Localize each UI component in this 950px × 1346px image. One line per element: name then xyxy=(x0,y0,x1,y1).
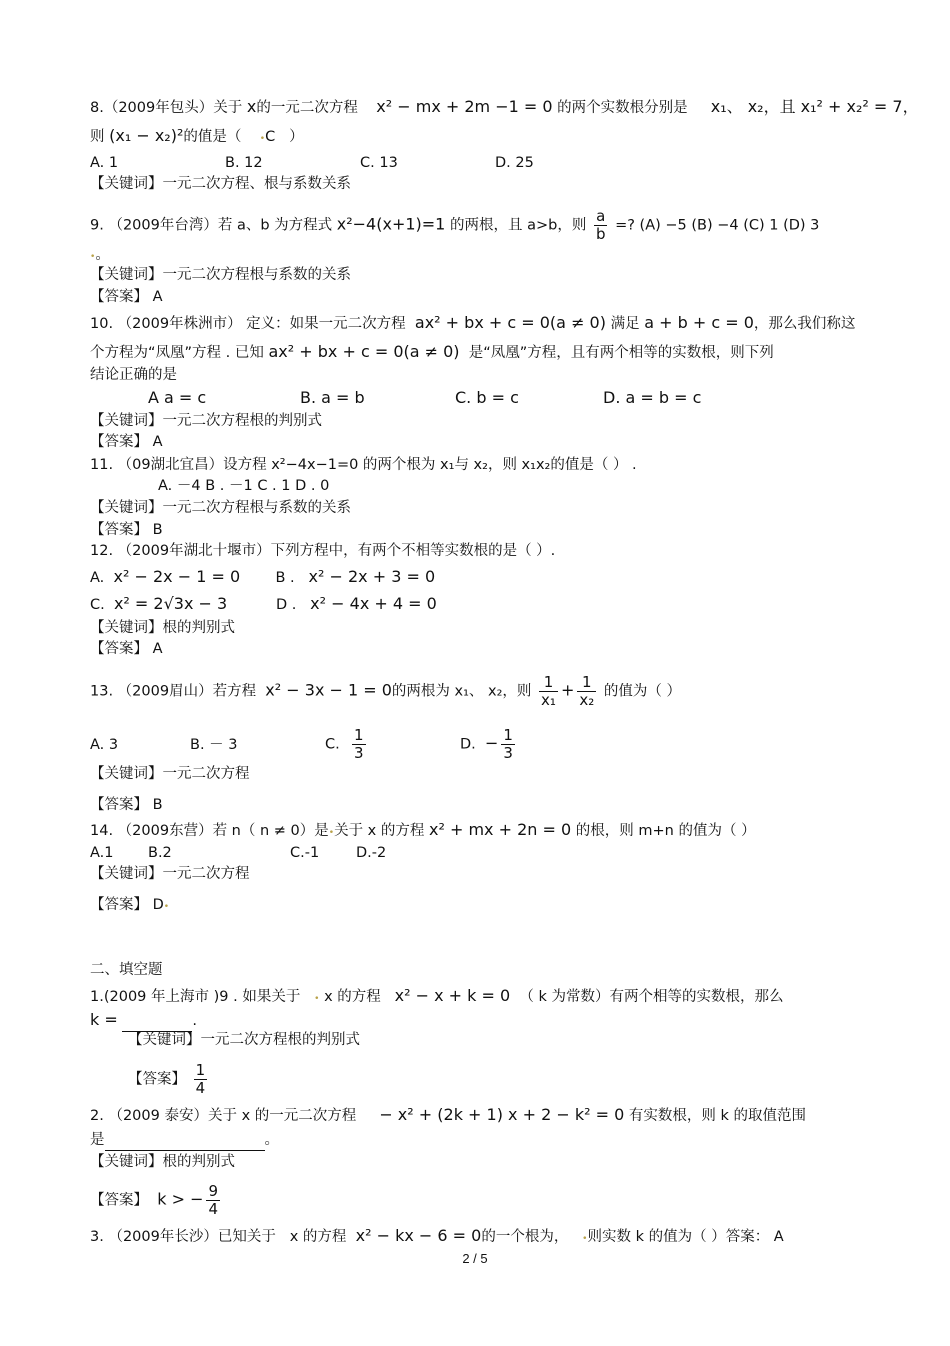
q13-options: A. 3 B. － 3 C. $\frac{1}{3}$ D. − $\frac{1}{3}$ xyxy=(90,726,513,762)
q10-options: A a = c B. a = b C. b = c D. a = b = c xyxy=(148,388,702,407)
q11-keywords: 【关键词】一元二次方程根与系数的关系 xyxy=(90,500,351,516)
f2-keywords: 【关键词】根的判别式 xyxy=(90,1154,235,1170)
q13-line1: 13. （2009眉山）若方程 x² − 3x − 1 = 0的两根为 x₁、 x₂，则 $\frac{1}{\text{x₁}}$ + $\frac{1}{\text{x₂}}$ 的值为（ ） xyxy=(90,673,681,709)
q12-keywords: 【关键词】根的判别式 xyxy=(90,620,235,636)
q10-line2: 个方程为“凤凰”方程 . 已知 ax² + bx + c = 0(a ≠ 0) 是“凤凰”方程，且有两个相等的实数根，则下列 xyxy=(90,342,774,361)
q10-line3: 结论正确的是 xyxy=(90,367,177,383)
q14-answer: 【答案】 D• xyxy=(90,897,170,913)
q13-optD-fraction: $\frac{1}{3}$ xyxy=(503,726,513,762)
f3-line1: 3. （2009年长沙）已知关于 x 的方程 x² − kx − 6 = 0的一个根为， •则实数 k 的值为（ ）答案： A xyxy=(90,1226,784,1245)
f2-answer: 【答案】 k > − $\frac{9}{4}$ xyxy=(90,1182,219,1218)
q9-keywords: 【关键词】一元二次方程根与系数的关系 xyxy=(90,267,351,283)
q11-answer: 【答案】 B xyxy=(90,522,163,538)
f2-answer-fraction: $\frac{9}{4}$ xyxy=(208,1182,219,1218)
q9-cont: •。 xyxy=(90,247,110,263)
q8-keywords: 【关键词】一元二次方程、根与系数关系 xyxy=(90,176,351,192)
q12-options-ab: A. x² − 2x − 1 = 0 B . x² − 2x + 3 = 0 xyxy=(90,567,436,586)
q10-answer: 【答案】 A xyxy=(90,434,163,450)
q9-line1: 9. （2009年台湾）若 a、b 为方程式 x²−4(x+1)=1 的两根，且 a>b，则 $\frac{a}{b}$ =? (A) −5 (B) −4 (C) 1 (D) 3 xyxy=(90,207,820,243)
q12-line1: 12. （2009年湖北十堰市）下列方程中，有两个不相等实数根的是（ ）. xyxy=(90,543,556,559)
q12-options-cd: C. x² = 2√3x − 3 D . x² − 4x + 4 = 0 xyxy=(90,594,437,613)
q11-options: A. －4 B . －1 C . 1 D . 0 xyxy=(158,478,330,494)
f1-line2: k = . xyxy=(90,1010,197,1032)
f2-line2: 是 。 xyxy=(90,1130,279,1151)
f1-answer: 【答案】 $\frac{1}{4}$ xyxy=(128,1061,206,1097)
q8-options: A. 1 B. 12 C. 13 D. 25 xyxy=(90,155,534,171)
q10-keywords: 【关键词】一元二次方程根的判别式 xyxy=(90,413,322,429)
f1-answer-blank[interactable] xyxy=(122,1011,192,1032)
f2-answer-blank[interactable] xyxy=(105,1130,265,1151)
q9-fraction: $\frac{a}{b}$ xyxy=(595,207,606,243)
q14-keywords: 【关键词】一元二次方程 xyxy=(90,866,250,882)
q13-answer: 【答案】 B xyxy=(90,797,163,813)
q8-line2: 则 (x₁ − x₂)²的值是（ •C ） xyxy=(90,126,304,145)
q13-keywords: 【关键词】一元二次方程 xyxy=(90,766,250,782)
page-number: 2 / 5 xyxy=(462,1251,488,1266)
f2-line1: 2. （2009 泰安）关于 x 的一元二次方程 − x² + (2k + 1) x + 2 − k² = 0 有实数根，则 k 的取值范围 xyxy=(90,1105,807,1124)
q9-answer: 【答案】 A xyxy=(90,289,163,305)
q8-line1: 8.（2009年包头）关于 x的一元二次方程 x² − mx + 2m −1 = 0 的两个实数根分别是 x₁、 x₂，且 x₁² + x₂² = 7， xyxy=(90,97,919,116)
q14-line1: 14. （2009东营）若 n（ n ≠ 0）是•关于 x 的方程 x² + mx + 2n = 0 的根，则 m+n 的值为（ ） xyxy=(90,820,756,839)
q14-options: A.1 B.2 C.-1 D.-2 xyxy=(90,845,387,861)
f1-line1: 1.(2009 年上海市 )9 . 如果关于 • x 的方程 x² − x + k = 0 （ k 为常数）有两个相等的实数根，那么 xyxy=(90,986,784,1005)
q13-optC-fraction: $\frac{1}{3}$ xyxy=(353,726,364,762)
section-heading-fill-in: 二、填空题 xyxy=(90,962,163,978)
f1-answer-fraction: $\frac{1}{4}$ xyxy=(195,1061,206,1097)
q13-fraction-2: $\frac{1}{\text{x₂}}$ xyxy=(579,673,595,709)
q12-answer: 【答案】 A xyxy=(90,641,163,657)
f1-keywords: 【关键词】一元二次方程根的判别式 xyxy=(128,1032,360,1048)
q13-fraction-1: $\frac{1}{\text{x₁}}$ xyxy=(541,673,556,709)
q8-equation: x² − mx + 2m −1 = 0 xyxy=(376,97,553,116)
q11-line1: 11. （09湖北宜昌）设方程 x²−4x−1=0 的两个根为 x₁与 x₂，则 x₁x₂的值是（ ） . xyxy=(90,457,637,473)
q10-line1: 10. （2009年株洲市） 定义：如果一元二次方程 ax² + bx + c = 0(a ≠ 0) 满足 a + b + c = 0，那么我们称这 xyxy=(90,313,856,332)
